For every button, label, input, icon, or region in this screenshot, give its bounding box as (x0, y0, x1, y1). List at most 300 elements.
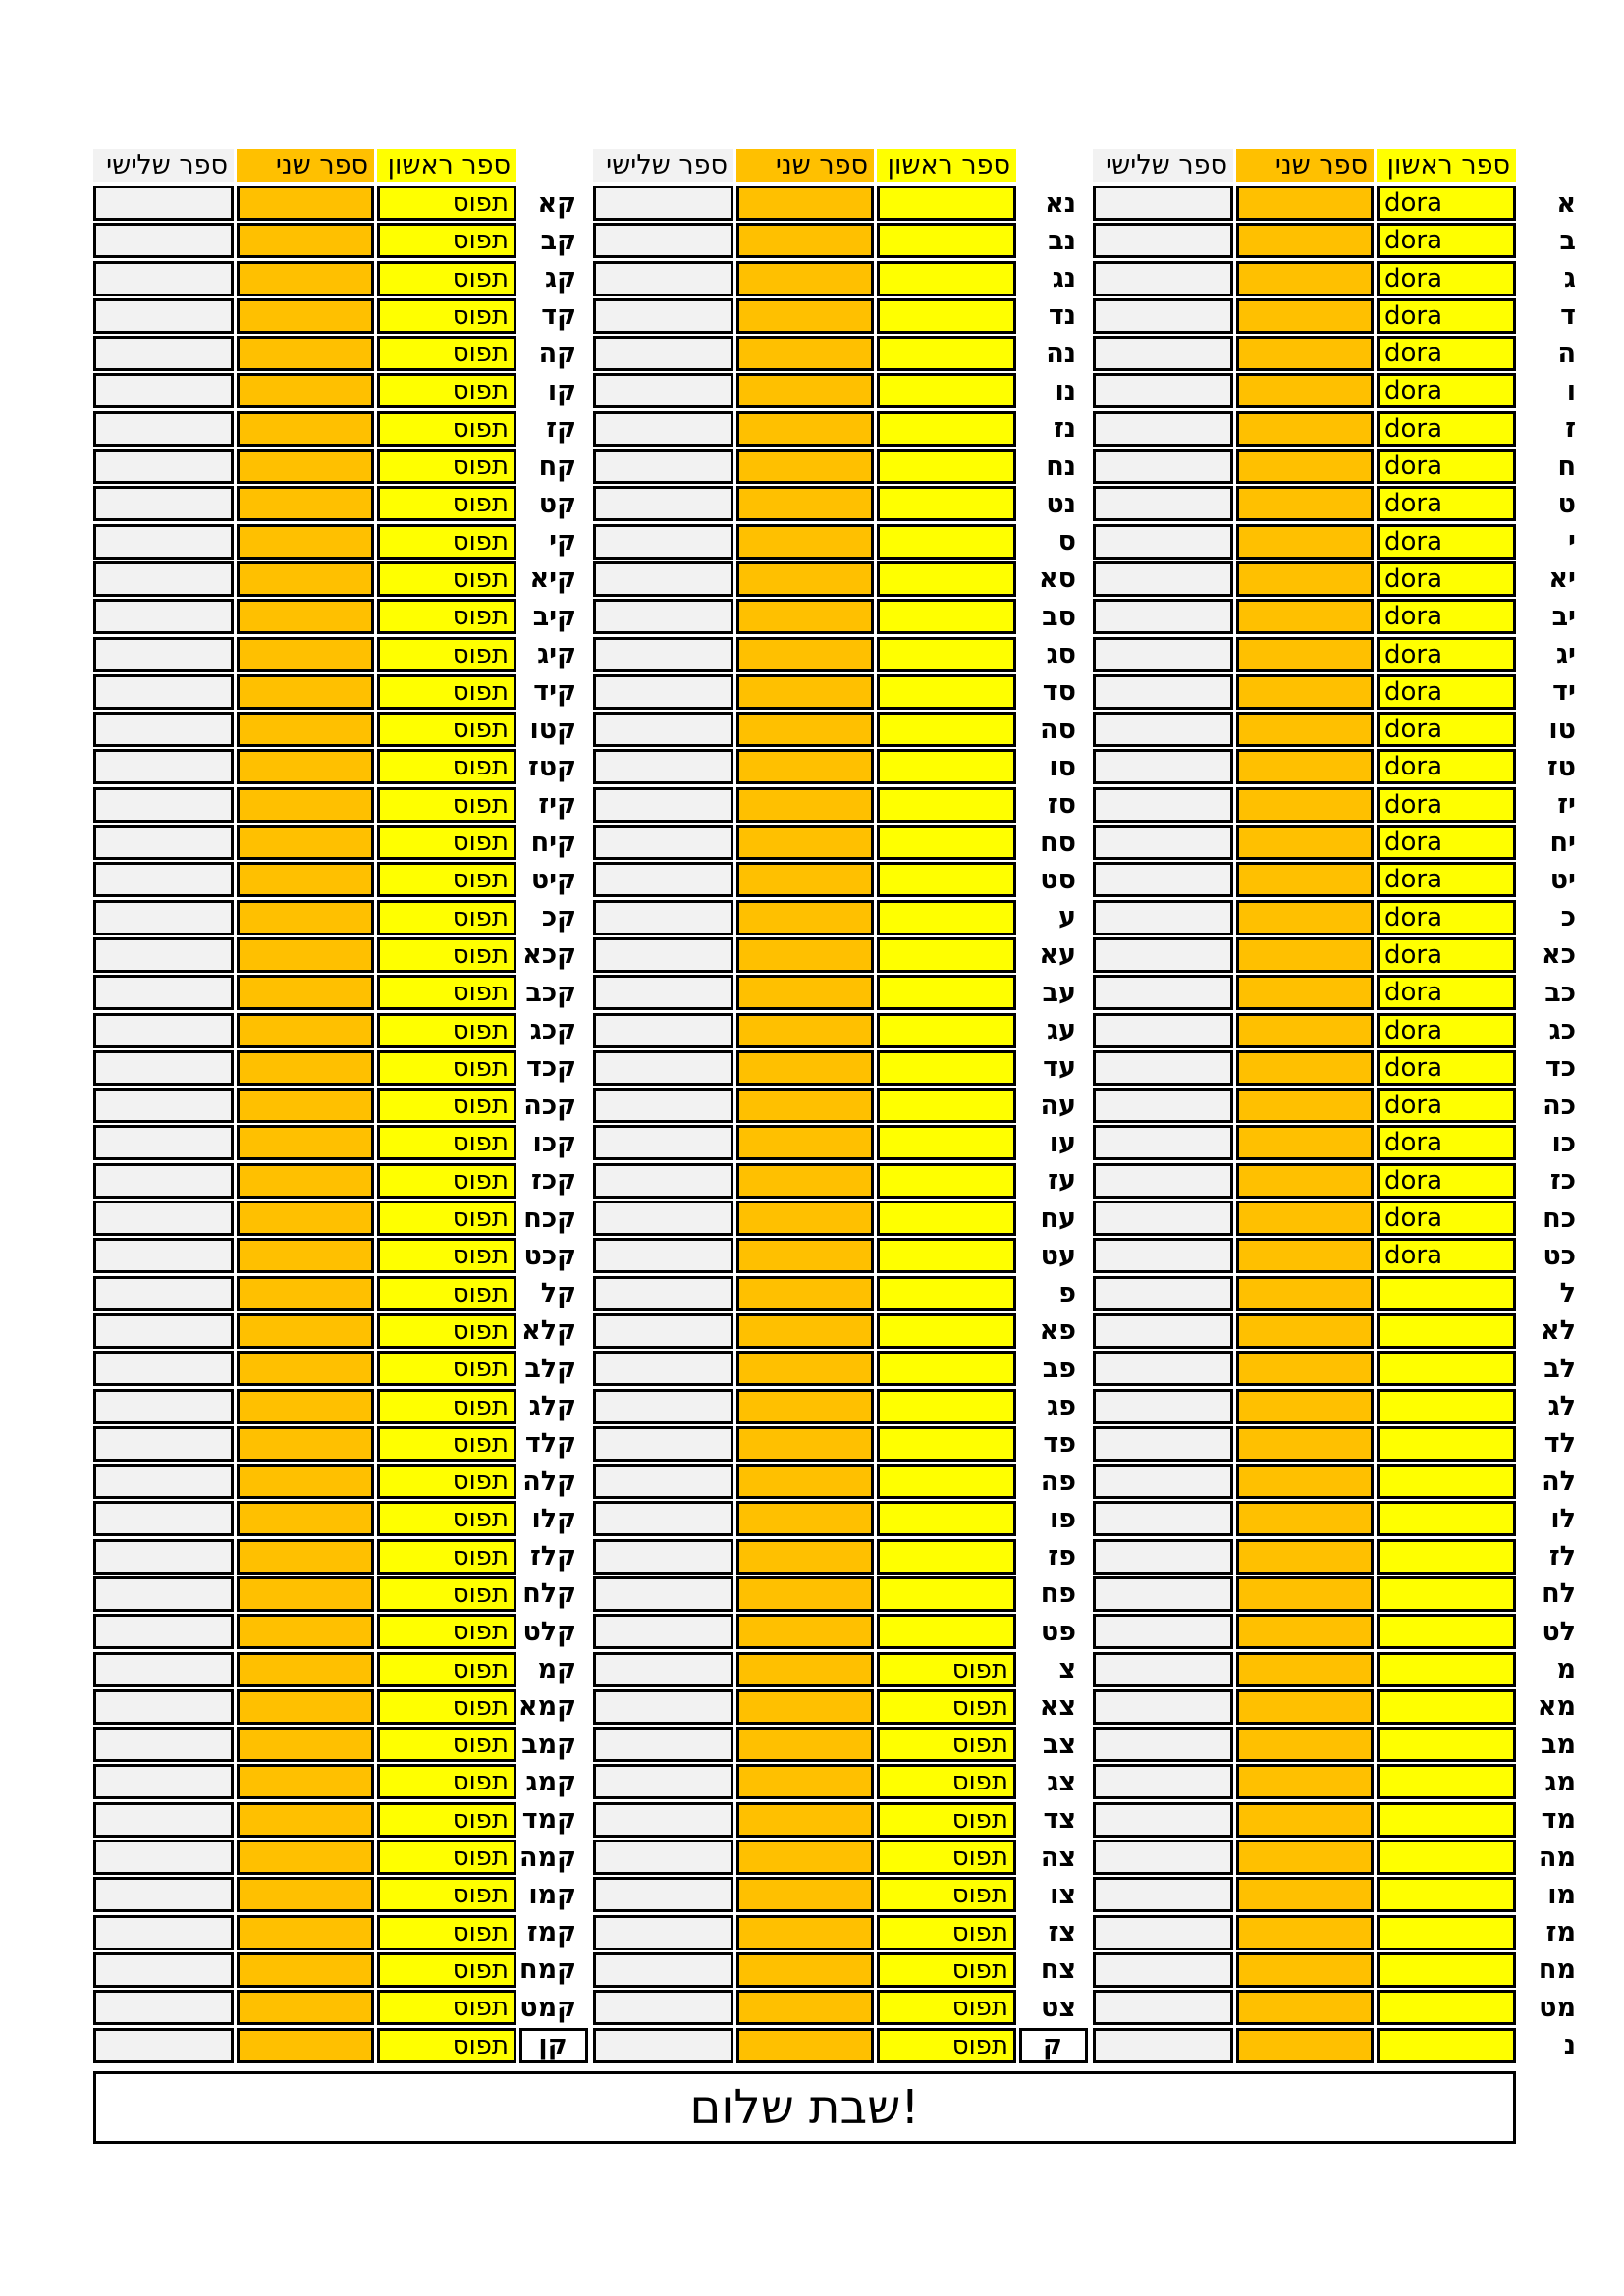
first-book-cell[interactable]: תפוס (377, 1614, 516, 1649)
second-book-cell[interactable] (1236, 1276, 1374, 1311)
first-book-cell[interactable] (877, 373, 1016, 408)
third-book-cell[interactable] (93, 1163, 234, 1199)
third-book-cell[interactable] (593, 1990, 733, 2025)
second-book-cell[interactable] (1236, 862, 1374, 897)
second-book-cell[interactable] (237, 1501, 374, 1536)
second-book-cell[interactable] (736, 1840, 874, 1875)
third-book-cell[interactable] (93, 1576, 234, 1612)
first-book-cell[interactable]: תפוס (377, 1351, 516, 1386)
first-book-cell[interactable]: תפוס (377, 1539, 516, 1575)
second-book-cell[interactable] (1236, 787, 1374, 823)
second-book-cell[interactable] (237, 373, 374, 408)
second-book-cell[interactable] (1236, 373, 1374, 408)
second-book-cell[interactable] (237, 1088, 374, 1123)
first-book-cell[interactable]: תפוס (877, 1689, 1016, 1725)
second-book-cell[interactable] (237, 599, 374, 634)
third-book-cell[interactable] (1093, 862, 1233, 897)
first-book-cell[interactable]: תפוס (377, 1802, 516, 1838)
second-book-cell[interactable] (237, 1050, 374, 1086)
third-book-cell[interactable] (593, 524, 733, 560)
first-book-cell[interactable] (1377, 1313, 1516, 1349)
third-book-cell[interactable] (1093, 1351, 1233, 1386)
third-book-cell[interactable] (93, 1125, 234, 1160)
first-book-cell[interactable]: תפוס (377, 1990, 516, 2025)
third-book-cell[interactable] (1093, 1013, 1233, 1048)
second-book-cell[interactable] (237, 1802, 374, 1838)
first-book-cell[interactable]: תפוס (377, 486, 516, 521)
second-book-cell[interactable] (237, 1915, 374, 1950)
third-book-cell[interactable] (1093, 1652, 1233, 1687)
second-book-cell[interactable] (736, 937, 874, 973)
third-book-cell[interactable] (93, 223, 234, 258)
first-book-cell[interactable]: dora (1377, 223, 1516, 258)
first-book-cell[interactable] (877, 298, 1016, 334)
third-book-cell[interactable] (93, 1013, 234, 1048)
first-book-cell[interactable]: dora (1377, 1088, 1516, 1123)
first-book-cell[interactable] (1377, 1464, 1516, 1499)
first-book-cell[interactable]: תפוס (377, 1125, 516, 1160)
third-book-cell[interactable] (1093, 674, 1233, 710)
first-book-cell[interactable]: תפוס (377, 1464, 516, 1499)
third-book-cell[interactable] (1093, 1915, 1233, 1950)
second-book-cell[interactable] (736, 1727, 874, 1762)
second-book-cell[interactable] (1236, 336, 1374, 371)
second-book-cell[interactable] (237, 1238, 374, 1273)
second-book-cell[interactable] (736, 1013, 874, 1048)
second-book-cell[interactable] (237, 1727, 374, 1762)
second-book-cell[interactable] (1236, 1764, 1374, 1799)
third-book-cell[interactable] (1093, 1727, 1233, 1762)
third-book-cell[interactable] (93, 862, 234, 897)
first-book-cell[interactable]: תפוס (377, 862, 516, 897)
third-book-cell[interactable] (93, 599, 234, 634)
third-book-cell[interactable] (593, 1915, 733, 1950)
second-book-cell[interactable] (237, 1614, 374, 1649)
first-book-cell[interactable] (877, 261, 1016, 296)
first-book-cell[interactable]: dora (1377, 637, 1516, 672)
first-book-cell[interactable]: תפוס (377, 1915, 516, 1950)
third-book-cell[interactable] (593, 1238, 733, 1273)
first-book-cell[interactable]: תפוס (377, 261, 516, 296)
first-book-cell[interactable]: dora (1377, 449, 1516, 484)
third-book-cell[interactable] (93, 975, 234, 1010)
third-book-cell[interactable] (593, 900, 733, 935)
first-book-cell[interactable] (1377, 1501, 1516, 1536)
second-book-cell[interactable] (1236, 1163, 1374, 1199)
third-book-cell[interactable] (1093, 524, 1233, 560)
third-book-cell[interactable] (1093, 336, 1233, 371)
first-book-cell[interactable] (1377, 1915, 1516, 1950)
first-book-cell[interactable] (877, 486, 1016, 521)
third-book-cell[interactable] (593, 1501, 733, 1536)
first-book-cell[interactable]: תפוס (377, 1426, 516, 1462)
second-book-cell[interactable] (237, 1652, 374, 1687)
third-book-cell[interactable] (93, 1313, 234, 1349)
third-book-cell[interactable] (1093, 1576, 1233, 1612)
first-book-cell[interactable]: תפוס (377, 1840, 516, 1875)
second-book-cell[interactable] (736, 486, 874, 521)
first-book-cell[interactable] (1377, 1840, 1516, 1875)
first-book-cell[interactable]: dora (1377, 261, 1516, 296)
second-book-cell[interactable] (1236, 1201, 1374, 1236)
third-book-cell[interactable] (1093, 1088, 1233, 1123)
second-book-cell[interactable] (237, 561, 374, 597)
third-book-cell[interactable] (593, 261, 733, 296)
third-book-cell[interactable] (593, 1727, 733, 1762)
third-book-cell[interactable] (93, 1276, 234, 1311)
third-book-cell[interactable] (1093, 599, 1233, 634)
second-book-cell[interactable] (1236, 1426, 1374, 1462)
third-book-cell[interactable] (593, 298, 733, 334)
second-book-cell[interactable] (1236, 1652, 1374, 1687)
second-book-cell[interactable] (237, 862, 374, 897)
third-book-cell[interactable] (593, 486, 733, 521)
first-book-cell[interactable]: dora (1377, 411, 1516, 447)
first-book-cell[interactable]: תפוס (377, 373, 516, 408)
first-book-cell[interactable]: dora (1377, 524, 1516, 560)
second-book-cell[interactable] (736, 1952, 874, 1988)
second-book-cell[interactable] (736, 336, 874, 371)
first-book-cell[interactable]: תפוס (377, 1163, 516, 1199)
third-book-cell[interactable] (93, 336, 234, 371)
first-book-cell[interactable] (877, 1501, 1016, 1536)
third-book-cell[interactable] (93, 749, 234, 784)
third-book-cell[interactable] (1093, 1389, 1233, 1424)
second-book-cell[interactable] (736, 1652, 874, 1687)
third-book-cell[interactable] (93, 1840, 234, 1875)
third-book-cell[interactable] (93, 261, 234, 296)
third-book-cell[interactable] (93, 524, 234, 560)
first-book-cell[interactable]: dora (1377, 1125, 1516, 1160)
third-book-cell[interactable] (1093, 1877, 1233, 1912)
second-book-cell[interactable] (1236, 1915, 1374, 1950)
first-book-cell[interactable] (877, 862, 1016, 897)
third-book-cell[interactable] (93, 298, 234, 334)
second-book-cell[interactable] (736, 298, 874, 334)
second-book-cell[interactable] (1236, 1614, 1374, 1649)
second-book-cell[interactable] (736, 825, 874, 860)
second-book-cell[interactable] (1236, 637, 1374, 672)
second-book-cell[interactable] (237, 637, 374, 672)
third-book-cell[interactable] (593, 862, 733, 897)
second-book-cell[interactable] (237, 749, 374, 784)
second-book-cell[interactable] (1236, 561, 1374, 597)
second-book-cell[interactable] (237, 787, 374, 823)
first-book-cell[interactable]: תפוס (877, 1764, 1016, 1799)
third-book-cell[interactable] (93, 1539, 234, 1575)
third-book-cell[interactable] (1093, 1764, 1233, 1799)
second-book-cell[interactable] (736, 1464, 874, 1499)
first-book-cell[interactable]: dora (1377, 937, 1516, 973)
third-book-cell[interactable] (93, 486, 234, 521)
first-book-cell[interactable] (877, 1313, 1016, 1349)
first-book-cell[interactable] (877, 223, 1016, 258)
first-book-cell[interactable] (877, 1389, 1016, 1424)
third-book-cell[interactable] (593, 825, 733, 860)
second-book-cell[interactable] (736, 1576, 874, 1612)
first-book-cell[interactable]: תפוס (377, 712, 516, 747)
second-book-cell[interactable] (237, 223, 374, 258)
first-book-cell[interactable] (877, 449, 1016, 484)
second-book-cell[interactable] (237, 261, 374, 296)
first-book-cell[interactable]: תפוס (377, 1652, 516, 1687)
third-book-cell[interactable] (1093, 298, 1233, 334)
third-book-cell[interactable] (593, 1689, 733, 1725)
first-book-cell[interactable]: dora (1377, 712, 1516, 747)
second-book-cell[interactable] (1236, 975, 1374, 1010)
second-book-cell[interactable] (1236, 186, 1374, 221)
first-book-cell[interactable]: תפוס (377, 1013, 516, 1048)
third-book-cell[interactable] (93, 1652, 234, 1687)
first-book-cell[interactable]: תפוס (377, 599, 516, 634)
first-book-cell[interactable] (877, 524, 1016, 560)
third-book-cell[interactable] (1093, 1689, 1233, 1725)
second-book-cell[interactable] (736, 900, 874, 935)
third-book-cell[interactable] (593, 1125, 733, 1160)
second-book-cell[interactable] (736, 1764, 874, 1799)
second-book-cell[interactable] (237, 1990, 374, 2025)
first-book-cell[interactable]: תפוס (377, 1952, 516, 1988)
first-book-cell[interactable]: תפוס (377, 1389, 516, 1424)
first-book-cell[interactable] (1377, 1426, 1516, 1462)
first-book-cell[interactable] (1377, 2028, 1516, 2063)
third-book-cell[interactable] (1093, 1426, 1233, 1462)
first-book-cell[interactable] (877, 1013, 1016, 1048)
first-book-cell[interactable]: תפוס (377, 1576, 516, 1612)
first-book-cell[interactable] (877, 937, 1016, 973)
first-book-cell[interactable]: dora (1377, 486, 1516, 521)
first-book-cell[interactable] (877, 1125, 1016, 1160)
second-book-cell[interactable] (736, 1088, 874, 1123)
first-book-cell[interactable]: dora (1377, 787, 1516, 823)
second-book-cell[interactable] (736, 1501, 874, 1536)
first-book-cell[interactable]: תפוס (377, 1689, 516, 1725)
third-book-cell[interactable] (1093, 411, 1233, 447)
first-book-cell[interactable]: dora (1377, 674, 1516, 710)
first-book-cell[interactable] (877, 712, 1016, 747)
second-book-cell[interactable] (237, 1276, 374, 1311)
third-book-cell[interactable] (93, 1050, 234, 1086)
first-book-cell[interactable] (1377, 1727, 1516, 1762)
third-book-cell[interactable] (93, 2028, 234, 2063)
third-book-cell[interactable] (1093, 2028, 1233, 2063)
third-book-cell[interactable] (1093, 1238, 1233, 1273)
first-book-cell[interactable] (1377, 1802, 1516, 1838)
third-book-cell[interactable] (593, 1539, 733, 1575)
first-book-cell[interactable]: תפוס (377, 1727, 516, 1762)
first-book-cell[interactable] (1377, 1276, 1516, 1311)
first-book-cell[interactable] (877, 1426, 1016, 1462)
third-book-cell[interactable] (1093, 1614, 1233, 1649)
second-book-cell[interactable] (237, 712, 374, 747)
third-book-cell[interactable] (593, 637, 733, 672)
third-book-cell[interactable] (593, 1351, 733, 1386)
third-book-cell[interactable] (93, 1351, 234, 1386)
first-book-cell[interactable]: תפוס (377, 1238, 516, 1273)
third-book-cell[interactable] (1093, 637, 1233, 672)
second-book-cell[interactable] (237, 1840, 374, 1875)
third-book-cell[interactable] (93, 449, 234, 484)
third-book-cell[interactable] (93, 712, 234, 747)
second-book-cell[interactable] (736, 1990, 874, 2025)
third-book-cell[interactable] (1093, 373, 1233, 408)
second-book-cell[interactable] (237, 1313, 374, 1349)
second-book-cell[interactable] (237, 1689, 374, 1725)
third-book-cell[interactable] (93, 825, 234, 860)
second-book-cell[interactable] (237, 1125, 374, 1160)
first-book-cell[interactable] (877, 787, 1016, 823)
second-book-cell[interactable] (1236, 1802, 1374, 1838)
first-book-cell[interactable] (1377, 1877, 1516, 1912)
second-book-cell[interactable] (1236, 1539, 1374, 1575)
second-book-cell[interactable] (736, 223, 874, 258)
second-book-cell[interactable] (736, 674, 874, 710)
first-book-cell[interactable] (877, 749, 1016, 784)
third-book-cell[interactable] (1093, 1464, 1233, 1499)
second-book-cell[interactable] (1236, 1689, 1374, 1725)
third-book-cell[interactable] (1093, 1313, 1233, 1349)
first-book-cell[interactable] (877, 674, 1016, 710)
second-book-cell[interactable] (237, 1576, 374, 1612)
first-book-cell[interactable]: dora (1377, 373, 1516, 408)
third-book-cell[interactable] (1093, 186, 1233, 221)
first-book-cell[interactable]: תפוס (377, 975, 516, 1010)
first-book-cell[interactable]: dora (1377, 336, 1516, 371)
second-book-cell[interactable] (1236, 1389, 1374, 1424)
third-book-cell[interactable] (593, 712, 733, 747)
second-book-cell[interactable] (237, 1351, 374, 1386)
third-book-cell[interactable] (593, 975, 733, 1010)
second-book-cell[interactable] (1236, 1313, 1374, 1349)
first-book-cell[interactable]: תפוס (377, 186, 516, 221)
first-book-cell[interactable]: dora (1377, 1238, 1516, 1273)
second-book-cell[interactable] (1236, 1013, 1374, 1048)
second-book-cell[interactable] (736, 787, 874, 823)
third-book-cell[interactable] (593, 749, 733, 784)
second-book-cell[interactable] (736, 561, 874, 597)
third-book-cell[interactable] (593, 2028, 733, 2063)
first-book-cell[interactable] (1377, 1990, 1516, 2025)
first-book-cell[interactable]: dora (1377, 599, 1516, 634)
first-book-cell[interactable]: תפוס (377, 787, 516, 823)
first-book-cell[interactable]: dora (1377, 1050, 1516, 1086)
second-book-cell[interactable] (237, 336, 374, 371)
second-book-cell[interactable] (736, 637, 874, 672)
second-book-cell[interactable] (1236, 1050, 1374, 1086)
first-book-cell[interactable] (877, 411, 1016, 447)
first-book-cell[interactable]: תפוס (377, 524, 516, 560)
third-book-cell[interactable] (93, 1764, 234, 1799)
third-book-cell[interactable] (93, 561, 234, 597)
third-book-cell[interactable] (593, 411, 733, 447)
first-book-cell[interactable] (877, 975, 1016, 1010)
second-book-cell[interactable] (237, 825, 374, 860)
third-book-cell[interactable] (93, 900, 234, 935)
first-book-cell[interactable]: תפוס (877, 1840, 1016, 1875)
third-book-cell[interactable] (593, 599, 733, 634)
third-book-cell[interactable] (1093, 937, 1233, 973)
second-book-cell[interactable] (736, 524, 874, 560)
first-book-cell[interactable]: dora (1377, 900, 1516, 935)
second-book-cell[interactable] (1236, 2028, 1374, 2063)
first-book-cell[interactable]: תפוס (877, 2028, 1016, 2063)
third-book-cell[interactable] (593, 1088, 733, 1123)
second-book-cell[interactable] (736, 1276, 874, 1311)
third-book-cell[interactable] (1093, 787, 1233, 823)
second-book-cell[interactable] (736, 411, 874, 447)
first-book-cell[interactable]: תפוס (377, 825, 516, 860)
first-book-cell[interactable]: תפוס (877, 1727, 1016, 1762)
first-book-cell[interactable] (877, 561, 1016, 597)
second-book-cell[interactable] (1236, 599, 1374, 634)
second-book-cell[interactable] (736, 1201, 874, 1236)
third-book-cell[interactable] (593, 1614, 733, 1649)
first-book-cell[interactable] (877, 1238, 1016, 1273)
first-book-cell[interactable]: תפוס (377, 637, 516, 672)
second-book-cell[interactable] (736, 186, 874, 221)
first-book-cell[interactable] (1377, 1952, 1516, 1988)
third-book-cell[interactable] (1093, 1125, 1233, 1160)
first-book-cell[interactable] (877, 1464, 1016, 1499)
third-book-cell[interactable] (593, 1764, 733, 1799)
second-book-cell[interactable] (736, 1351, 874, 1386)
second-book-cell[interactable] (1236, 223, 1374, 258)
first-book-cell[interactable]: dora (1377, 825, 1516, 860)
second-book-cell[interactable] (736, 1389, 874, 1424)
second-book-cell[interactable] (237, 937, 374, 973)
third-book-cell[interactable] (93, 373, 234, 408)
second-book-cell[interactable] (736, 2028, 874, 2063)
third-book-cell[interactable] (93, 637, 234, 672)
third-book-cell[interactable] (593, 1201, 733, 1236)
second-book-cell[interactable] (736, 1313, 874, 1349)
second-book-cell[interactable] (736, 1877, 874, 1912)
first-book-cell[interactable]: תפוס (377, 1050, 516, 1086)
first-book-cell[interactable]: תפוס (877, 1877, 1016, 1912)
third-book-cell[interactable] (593, 449, 733, 484)
third-book-cell[interactable] (593, 1464, 733, 1499)
first-book-cell[interactable] (1377, 1576, 1516, 1612)
second-book-cell[interactable] (237, 486, 374, 521)
second-book-cell[interactable] (736, 449, 874, 484)
first-book-cell[interactable]: תפוס (877, 1915, 1016, 1950)
second-book-cell[interactable] (1236, 1727, 1374, 1762)
first-book-cell[interactable] (877, 1351, 1016, 1386)
second-book-cell[interactable] (736, 1163, 874, 1199)
first-book-cell[interactable]: תפוס (377, 2028, 516, 2063)
second-book-cell[interactable] (237, 524, 374, 560)
second-book-cell[interactable] (237, 1201, 374, 1236)
first-book-cell[interactable] (1377, 1689, 1516, 1725)
third-book-cell[interactable] (93, 1915, 234, 1950)
second-book-cell[interactable] (1236, 261, 1374, 296)
first-book-cell[interactable] (1377, 1389, 1516, 1424)
first-book-cell[interactable]: dora (1377, 561, 1516, 597)
third-book-cell[interactable] (93, 1201, 234, 1236)
first-book-cell[interactable] (877, 1163, 1016, 1199)
second-book-cell[interactable] (1236, 900, 1374, 935)
first-book-cell[interactable]: dora (1377, 749, 1516, 784)
first-book-cell[interactable]: תפוס (377, 411, 516, 447)
second-book-cell[interactable] (1236, 749, 1374, 784)
second-book-cell[interactable] (1236, 298, 1374, 334)
third-book-cell[interactable] (1093, 1050, 1233, 1086)
second-book-cell[interactable] (1236, 1464, 1374, 1499)
third-book-cell[interactable] (93, 1952, 234, 1988)
second-book-cell[interactable] (1236, 411, 1374, 447)
third-book-cell[interactable] (93, 1426, 234, 1462)
second-book-cell[interactable] (1236, 674, 1374, 710)
